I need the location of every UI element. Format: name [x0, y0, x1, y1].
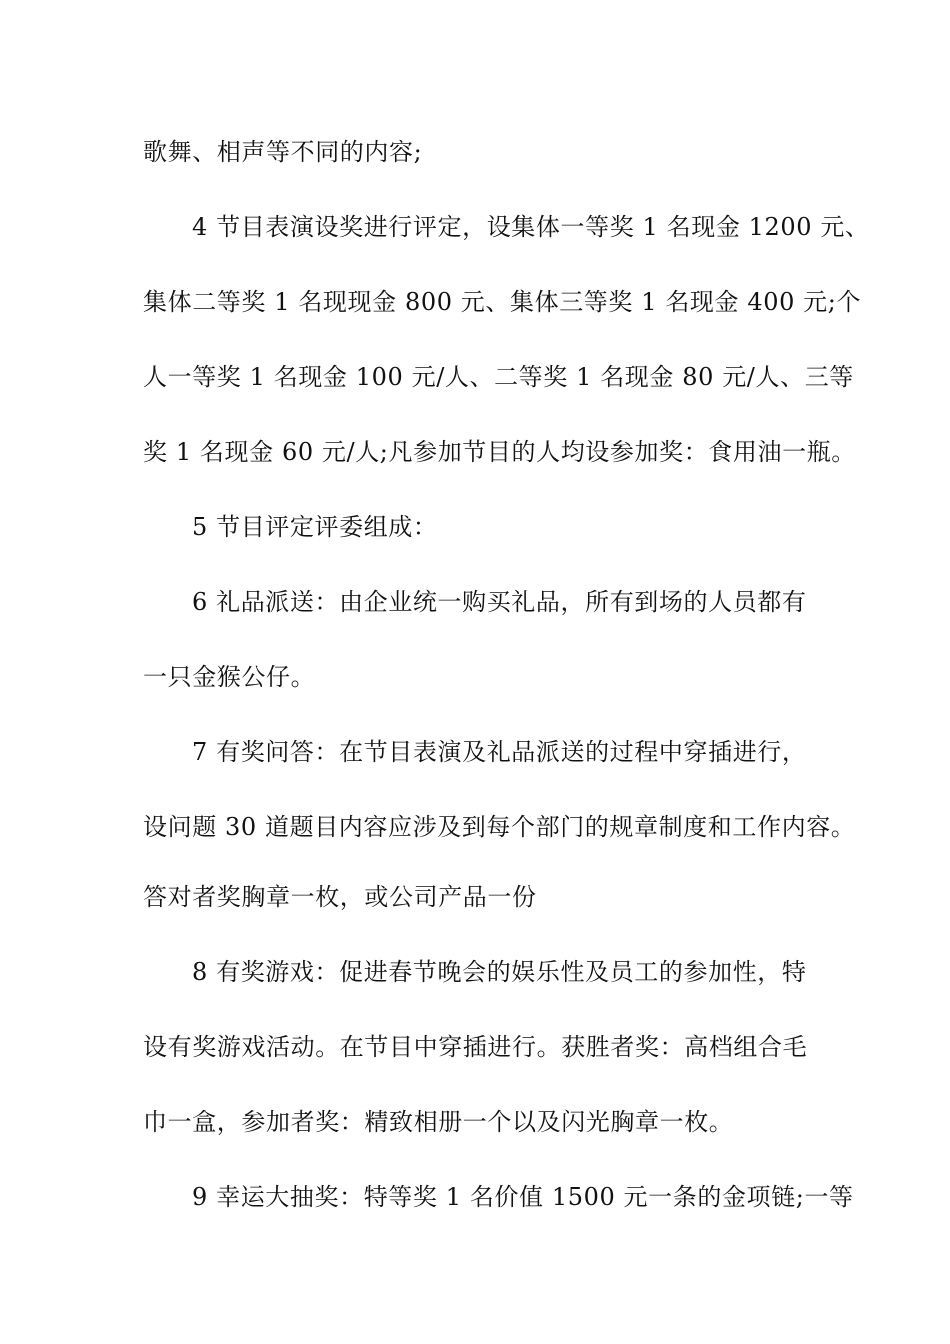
text-line: 4 节目表演设奖进行评定，设集体一等奖 1 名现金 1200 元、 — [192, 213, 870, 241]
text-line: 7 有奖问答：在节目表演及礼品派送的过程中穿插进行， — [192, 738, 807, 766]
text-line: 设有奖游戏活动。在节目中穿插进行。获胜者奖：高档组合毛 — [143, 1033, 808, 1061]
text-line: 奖 1 名现金 60 元/人;凡参加节目的人均设参加奖：食用油一瓶。 — [143, 438, 856, 466]
text-line: 6 礼品派送：由企业统一购买礼品，所有到场的人员都有 — [192, 588, 807, 616]
text-line: 一只金猴公仔。 — [143, 663, 316, 691]
text-line: 集体二等奖 1 名现现金 800 元、集体三等奖 1 名现金 400 元;个 — [143, 288, 862, 316]
text-line: 5 节目评定评委组成： — [192, 513, 438, 541]
text-line: 巾一盒，参加者奖：精致相册一个以及闪光胸章一枚。 — [143, 1108, 734, 1136]
text-line: 8 有奖游戏：促进春节晚会的娱乐性及员工的参加性，特 — [192, 958, 807, 986]
text-line: 人一等奖 1 名现金 100 元/人、二等奖 1 名现金 80 元/人、三等 — [143, 363, 854, 391]
text-line: 答对者奖胸章一枚，或公司产品一份 — [143, 883, 537, 911]
text-line: 设问题 30 道题目内容应涉及到每个部门的规章制度和工作内容。 — [143, 813, 856, 841]
text-line: 9 幸运大抽奖：特等奖 1 名价值 1500 元一条的金项链;一等 — [192, 1183, 854, 1211]
text-line: 歌舞、相声等不同的内容; — [143, 138, 423, 166]
